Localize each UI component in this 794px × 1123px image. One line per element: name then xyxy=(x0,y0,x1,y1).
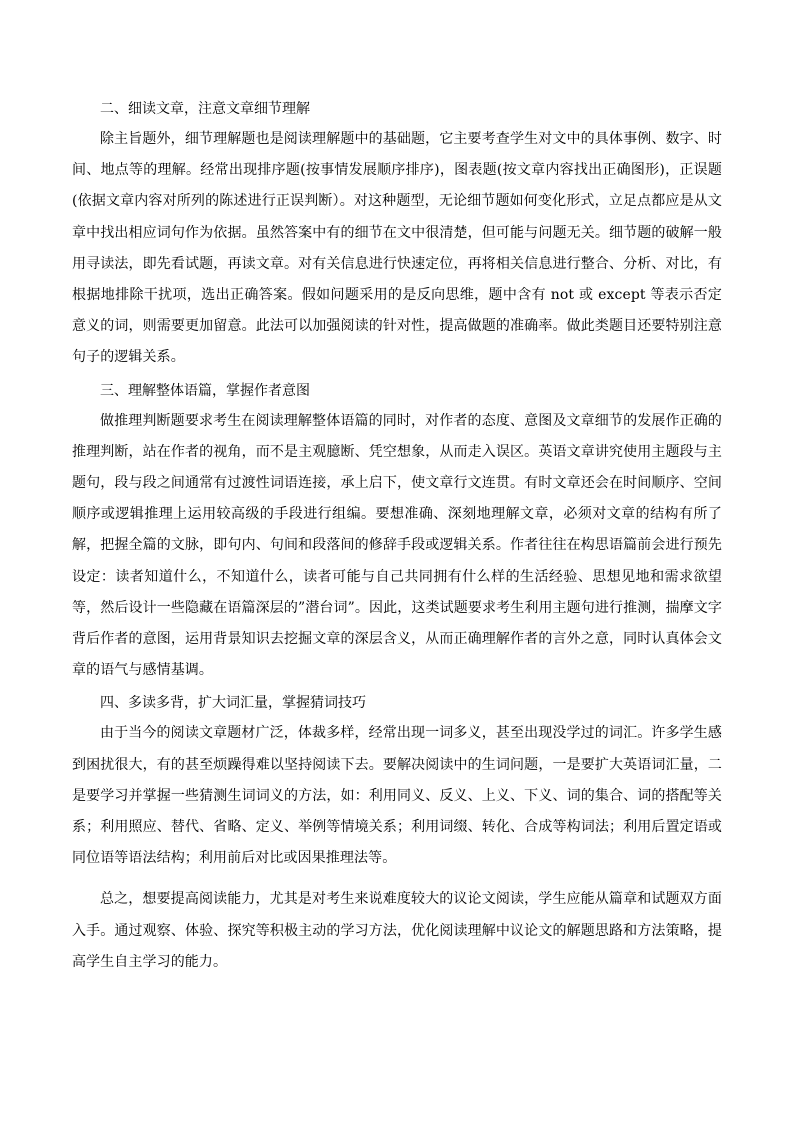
section-vocabulary xyxy=(72,690,722,874)
section-heading: 三、理解整体语篇，掌握作者意图 xyxy=(100,382,310,399)
section-body: 除主旨题外，细节理解题也是阅读理解题中的基础题，它主要考查学生对文中的具体事例、数字、时间、地点等的理解。经常出现排序题(按事情发展顺序排序)，图表题(按文章内容找出正确图形)，正误题(依据文章内容对所列的陈述进行正误判断）。对这种题型，无论细节题如何变化形式，立足点都应是从文章中找出相应词句作为依据。虽然答案中有的细节在文中很清楚，但可能与问题无关。细节题的破解一般用寻读法，即先看试题，再读文章。对有关信息进行快速定位，再将相关信息进行整合、分析、对比，有根据地排除干扰项，选出正确答案。假如问题采用的是反向思维，题中含有 not 或 except 等表示否定意义的词，则需要更加留意。此法可以加强阅读的针对性，提高做题的准确率。做此类题目还要特别注意句子的逻辑关系。 xyxy=(72,131,722,366)
section-body: 做推理判断题要求考生在阅读理解整体语篇的同时，对作者的态度、意图及文章细节的发展作正确的推理判断，站在作者的视角，而不是主观臆断、凭空想象，从而走入误区。英语文章讲究使用主题段与主题句，段与段之间通常有过渡性词语连接，承上启下，使文章行文连贯。有时文章还会在时间顺序、空间顺序或逻辑推理上运用较高级的手段进行组编。要想准确、深刻地理解文章，必须对文章的结构有所了解，把握全篇的文脉，即句内、句间和段落间的修辞手段或逻辑关系。作者往往在构思语篇前会进行预先设定：读者知道什么，不知道什么，读者可能与自己共同拥有什么样的生活经验、思想见地和需求欲望等，然后设计一些隐藏在语篇深层的”潜台词”。因此，这类试题要求考生利用主题句进行推测，揣摩文字背后作者的意图，运用背景知识去挖掘文章的深层含义，从而正确理解作者的言外之意，同时认真体会文章的语气与感情基调。 xyxy=(72,412,722,679)
conclusion-paragraph: 总之，想要提高阅读能力，尤其是对考生来说难度较大的议论文阅读，学生应能从篇章和试题双方面入手。通过观察、体验、探究等积极主动的学习方法，优化阅读理解中议论文的解题思路和方法策略，提高学生自主学习的能力。 xyxy=(72,891,722,970)
section-heading: 四、多读多背，扩大词汇量，掌握猜词技巧 xyxy=(100,695,366,712)
section-body: 由于当今的阅读文章题材广泛，体裁多样，经常出现一词多义，甚至出现没学过的词汇。许多学生感到困扰很大，有的甚至烦躁得难以坚持阅读下去。要解决阅读中的生词问题，一是要扩大英语词汇量，二是要学习并掌握一些猜测生词词义的方法，如：利用同义、反义、上义、下义、词的集合、词的搭配等关系；利用照应、替代、省略、定义、举例等情境关系；利用词缀、转化、合成等构词法；利用后置定语或同位语等语法结构；利用前后对比或因果推理法等。 xyxy=(72,725,722,867)
section-detail-reading xyxy=(72,96,722,374)
document-page xyxy=(72,96,722,978)
section-overall-discourse xyxy=(72,378,722,687)
section-heading: 二、细读文章，注意文章细节理解 xyxy=(100,101,310,117)
